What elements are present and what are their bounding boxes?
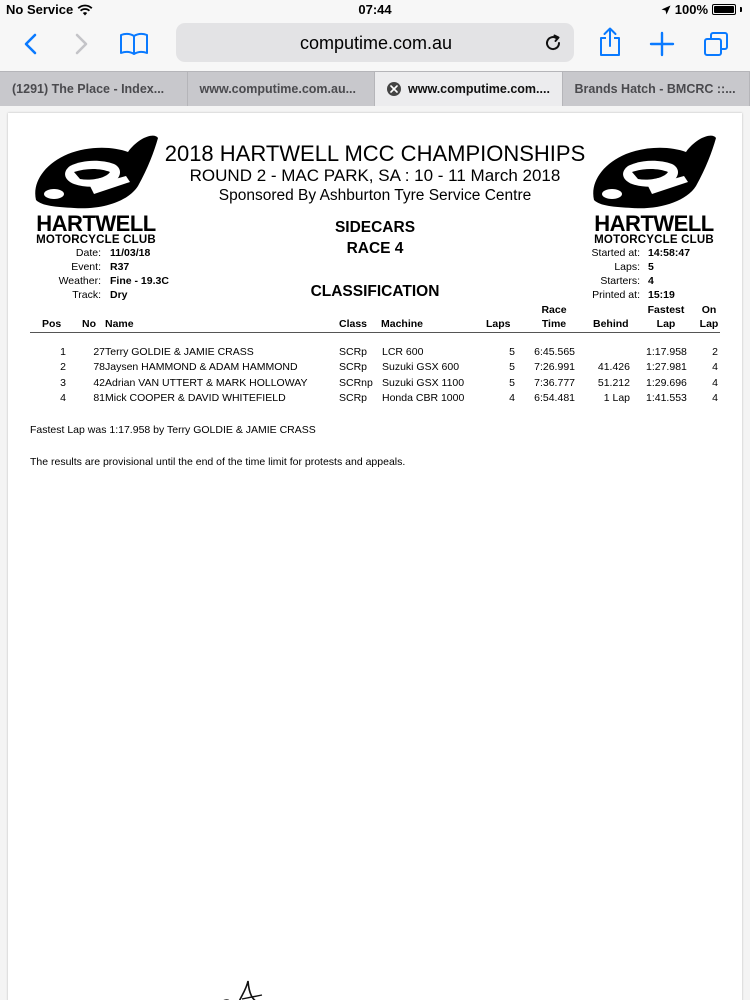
section-title: CLASSIFICATION [310,283,440,300]
col-header-class: Class [339,318,368,330]
signature-scribble [206,969,276,1000]
cell-pos: 1 [60,346,66,358]
cell-class: SCRp [339,391,368,404]
info-value-weather: Fine - 19.3C [110,275,169,287]
tabs-icon [703,31,729,57]
battery-tip [740,7,742,12]
book-icon [119,32,149,56]
cell-no: 42 [93,376,105,389]
browser-toolbar [0,20,750,71]
col-header-machine: Machine [381,318,424,330]
sidecar-rider-emblem [588,128,720,214]
col-header-laps: Laps [486,318,511,330]
cell-class: SCRnp [339,376,373,389]
col-header-name: Name [105,318,134,330]
forward-button[interactable] [66,28,98,60]
cell-behind: 51.212 [597,376,630,389]
battery-icon [712,4,736,15]
cell-laps: 5 [509,376,515,389]
result-row-2 [8,361,742,376]
cell-fastest-lap: 1:27.981 [646,361,687,374]
cell-laps: 5 [509,361,515,374]
cell-name: Adrian VAN UTTERT & MARK HOLLOWAY [105,376,308,389]
cell-laps: 4 [509,391,515,404]
carrier-label: No Service [6,2,74,17]
cell-on-lap: 2 [712,346,718,358]
cell-on-lap: 4 [712,376,718,389]
info-label: Event: [71,261,101,273]
cell-fastest-lap: 1:17.958 [646,346,687,358]
address-bar[interactable] [176,23,574,62]
col-header-race: Race [541,304,567,316]
col-header-behind: Behind [593,318,629,330]
location-arrow-icon [661,5,671,15]
cell-no: 78 [93,361,105,374]
sponsor-line: Sponsored By Ashburton Tyre Service Centre [218,187,532,204]
plus-icon [649,31,675,57]
result-row-3 [8,377,742,392]
back-button[interactable] [14,28,46,60]
status-right [661,2,742,17]
cell-no: 81 [93,391,105,404]
results-document [8,113,742,1000]
info-value-printed: 15:19 [648,289,675,301]
info-value-track: Dry [110,289,128,301]
provisional-note: The results are provisional until the end of the time limit for protests and appeals. [30,456,406,468]
tab-strip [0,71,750,106]
reload-button[interactable] [542,32,564,54]
cell-fastest-lap: 1:41.553 [646,391,687,404]
status-bar [0,0,750,20]
cell-name: Terry GOLDIE & JAMIE CRASS [105,346,254,358]
category-title: SIDECARS [334,219,416,236]
cell-pos: 4 [60,391,66,404]
tab-3-label: www.computime.com.... [408,82,550,96]
info-value-event: R37 [110,261,130,273]
logo-subtitle: MOTORCYCLE CLUB [36,234,156,246]
col-header-no: No [82,318,96,330]
bookmarks-button[interactable] [118,28,150,60]
info-label: Printed at: [592,289,640,301]
info-label: Track: [72,289,101,301]
tabs-overview-button[interactable] [700,28,732,60]
result-row-4 [8,392,742,407]
cell-on-lap: 4 [712,361,718,374]
info-label: Started at: [591,247,640,259]
cell-machine: Suzuki GSX 600 [382,361,460,374]
cell-race-time: 6:54.481 [534,391,575,404]
status-time: 07:44 [358,2,392,17]
share-button[interactable] [594,26,626,58]
info-value-date: 11/03/18 [110,247,151,259]
cell-no: 27 [93,346,105,358]
round-title: ROUND 2 - MAC PARK, SA : 10 - 11 March 2018 [189,166,561,185]
logo-wordmark: HARTWELL [36,211,156,236]
info-value-laps: 5 [648,261,654,273]
result-row-1 [8,346,742,361]
race-title: RACE 4 [346,240,404,257]
sidecar-rider-emblem [30,128,162,214]
tab-close-button[interactable] [387,82,401,96]
col-header-pos: Pos [42,318,62,330]
cell-class: SCRp [339,361,368,374]
battery-percent: 100% [674,2,708,17]
logo-subtitle: MOTORCYCLE CLUB [594,234,714,246]
info-label: Laps: [614,261,640,273]
share-icon [598,27,622,57]
cell-fastest-lap: 1:29.696 [646,376,687,389]
info-value-starters: 4 [648,275,654,287]
info-label: Weather: [58,275,101,287]
hartwell-logo-left [30,128,162,246]
tab-4[interactable]: Brands Hatch - BMCRC ::... [563,72,750,106]
cell-on-lap: 4 [712,391,718,404]
col-header-fastest-lap: Lap [656,318,676,330]
battery-fill [714,6,734,13]
col-header-fastest: Fastest [647,304,685,316]
cell-laps: 5 [509,346,515,358]
cell-race-time: 7:26.991 [534,361,575,374]
tab-2[interactable]: www.computime.com.au... [188,72,376,106]
reload-icon [544,34,562,52]
hartwell-logo-right [588,128,720,246]
cell-machine: Suzuki GSX 1100 [382,376,465,389]
col-header-time: Time [541,318,567,330]
cell-machine: LCR 600 [382,346,424,358]
cell-class: SCRp [339,346,368,358]
info-value-started: 14:58:47 [648,247,691,259]
cell-race-time: 7:36.777 [534,376,575,389]
cell-machine: Honda CBR 1000 [382,391,465,404]
col-header-on: On [701,304,717,316]
col-header-on-lap: Lap [699,318,719,330]
cell-pos: 2 [60,361,66,374]
cell-name: Mick COOPER & DAVID WHITEFIELD [105,391,286,404]
fastest-lap-note: Fastest Lap was 1:17.958 by Terry GOLDIE & JAMIE CRASS [30,424,316,436]
header-divider [30,332,720,333]
close-icon [390,85,398,93]
chevron-left-icon [23,33,37,55]
cell-behind: 41.426 [597,361,630,374]
info-label: Date: [75,247,101,259]
tab-1[interactable]: (1291) The Place - Index... [0,72,188,106]
new-tab-button[interactable] [646,28,678,60]
logo-wordmark: HARTWELL [594,211,714,236]
info-label: Starters: [600,275,640,287]
cell-race-time: 6:45.565 [534,346,575,358]
url-text[interactable]: computime.com.au [299,33,453,53]
cell-name: Jaysen HAMMOND & ADAM HAMMOND [105,361,298,374]
tab-3-active[interactable] [375,72,563,106]
chevron-right-icon [75,33,89,55]
cell-behind: 1 Lap [603,391,630,404]
championship-title: 2018 HARTWELL MCC CHAMPIONSHIPS [164,141,586,166]
cell-pos: 3 [60,376,66,389]
